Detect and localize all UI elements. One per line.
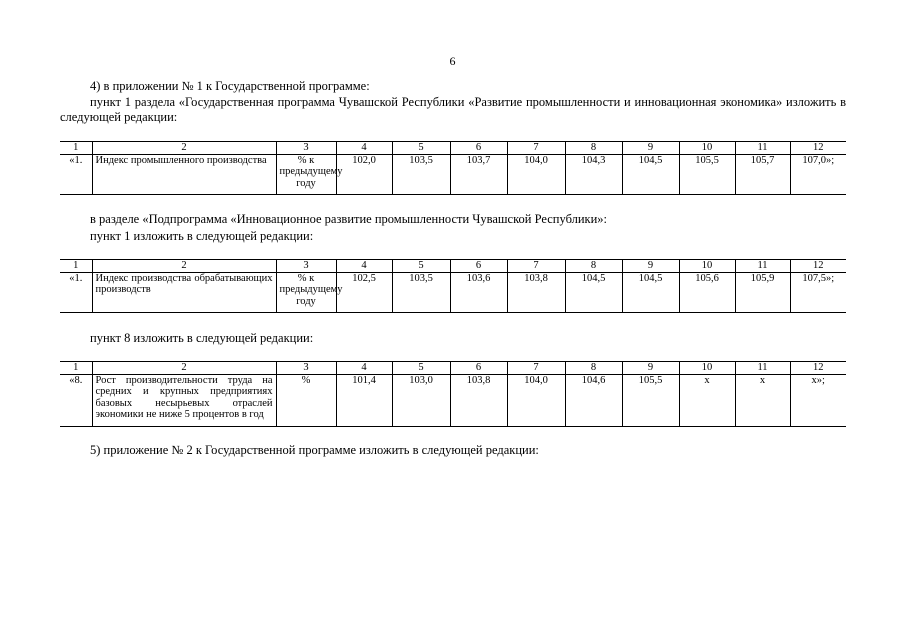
column-header: 7 [507,142,565,155]
column-header: 5 [392,362,450,375]
value-cell: 103,5 [392,154,450,194]
value-cell: 104,5 [622,272,679,312]
column-header: 9 [622,362,679,375]
value-cell: 104,5 [622,154,679,194]
column-header: 6 [450,362,507,375]
row-number: «8. [60,374,92,426]
item5-paragraph: 5) приложение № 2 к Государственной программе изложить в следующей редакции: [90,443,539,457]
column-header: 12 [790,362,846,375]
column-header: 3 [276,362,336,375]
column-header: 12 [790,260,846,273]
value-cell: 105,6 [679,272,735,312]
value-cell: 102,5 [336,272,392,312]
unit-cell: % к предыдущему году [276,272,336,312]
value-cell: 105,5 [679,154,735,194]
value-cell: х [679,374,735,426]
value-cell: х»; [790,374,846,426]
indicator-name: Индекс производства обрабатывающих производств [92,272,276,312]
unit-cell: % к предыдущему году [276,154,336,194]
column-header: 3 [276,260,336,273]
column-header: 6 [450,260,507,273]
item4-intro: 4) в приложении № 1 к Государственной программе: [90,79,370,93]
subprogram-section-paragraph: в разделе «Подпрограмма «Инновационное развитие промышленности Чувашской Республики»: [90,212,608,226]
column-header: 3 [276,142,336,155]
value-cell: 104,5 [565,272,622,312]
column-header: 8 [565,362,622,375]
column-header: 2 [92,362,276,375]
value-cell: 103,7 [450,154,507,194]
column-header: 5 [392,142,450,155]
unit-cell: % [276,374,336,426]
table-header-row [60,362,846,375]
indicator-name: Рост производительности труда на средних и крупных предприятиях базовых несырьевых отраслей экономики не ниже 5 процентов в год [92,374,276,426]
indicator-name: Индекс промышленного производства [92,154,276,194]
point8-paragraph: пункт 8 изложить в следующей редакции: [90,331,314,345]
column-header: 8 [565,260,622,273]
value-cell: 103,8 [450,374,507,426]
table-header-row [60,142,846,155]
value-cell: 107,0»; [790,154,846,194]
column-header: 12 [790,142,846,155]
column-header: 2 [92,142,276,155]
column-header: 11 [735,142,790,155]
value-cell: 103,6 [450,272,507,312]
column-header: 9 [622,260,679,273]
table-row [60,374,846,426]
column-header: 7 [507,260,565,273]
column-header: 11 [735,260,790,273]
column-header: 1 [60,362,92,375]
value-cell: 104,6 [565,374,622,426]
value-cell: 104,3 [565,154,622,194]
column-header: 9 [622,142,679,155]
indicator-table-1 [60,141,846,195]
row-number: «1. [60,272,92,312]
column-header: 4 [336,362,392,375]
value-cell: х [735,374,790,426]
column-header: 10 [679,142,735,155]
value-cell: 105,9 [735,272,790,312]
row-number: «1. [60,154,92,194]
column-header: 1 [60,142,92,155]
column-header: 10 [679,260,735,273]
column-header: 7 [507,362,565,375]
column-header: 11 [735,362,790,375]
point1-paragraph: пункт 1 изложить в следующей редакции: [90,229,314,243]
value-cell: 107,5»; [790,272,846,312]
value-cell: 105,5 [622,374,679,426]
value-cell: 103,0 [392,374,450,426]
indicator-table-3 [60,361,846,427]
value-cell: 102,0 [336,154,392,194]
column-header: 2 [92,260,276,273]
column-header: 6 [450,142,507,155]
column-header: 5 [392,260,450,273]
column-header: 4 [336,142,392,155]
value-cell: 104,0 [507,374,565,426]
value-cell: 105,7 [735,154,790,194]
value-cell: 101,4 [336,374,392,426]
table-header-row [60,260,846,273]
value-cell: 104,0 [507,154,565,194]
table-row [60,272,846,312]
indicator-table-2 [60,259,846,313]
value-cell: 103,5 [392,272,450,312]
column-header: 10 [679,362,735,375]
value-cell: 103,8 [507,272,565,312]
table-row [60,154,846,194]
item4-paragraph: пункт 1 раздела «Государственная программа Чувашской Республики «Развитие промышленности и инновационная экономика» изложить в следующей редакции: [60,95,846,124]
page-number: 6 [449,54,456,68]
column-header: 4 [336,260,392,273]
column-header: 8 [565,142,622,155]
column-header: 1 [60,260,92,273]
